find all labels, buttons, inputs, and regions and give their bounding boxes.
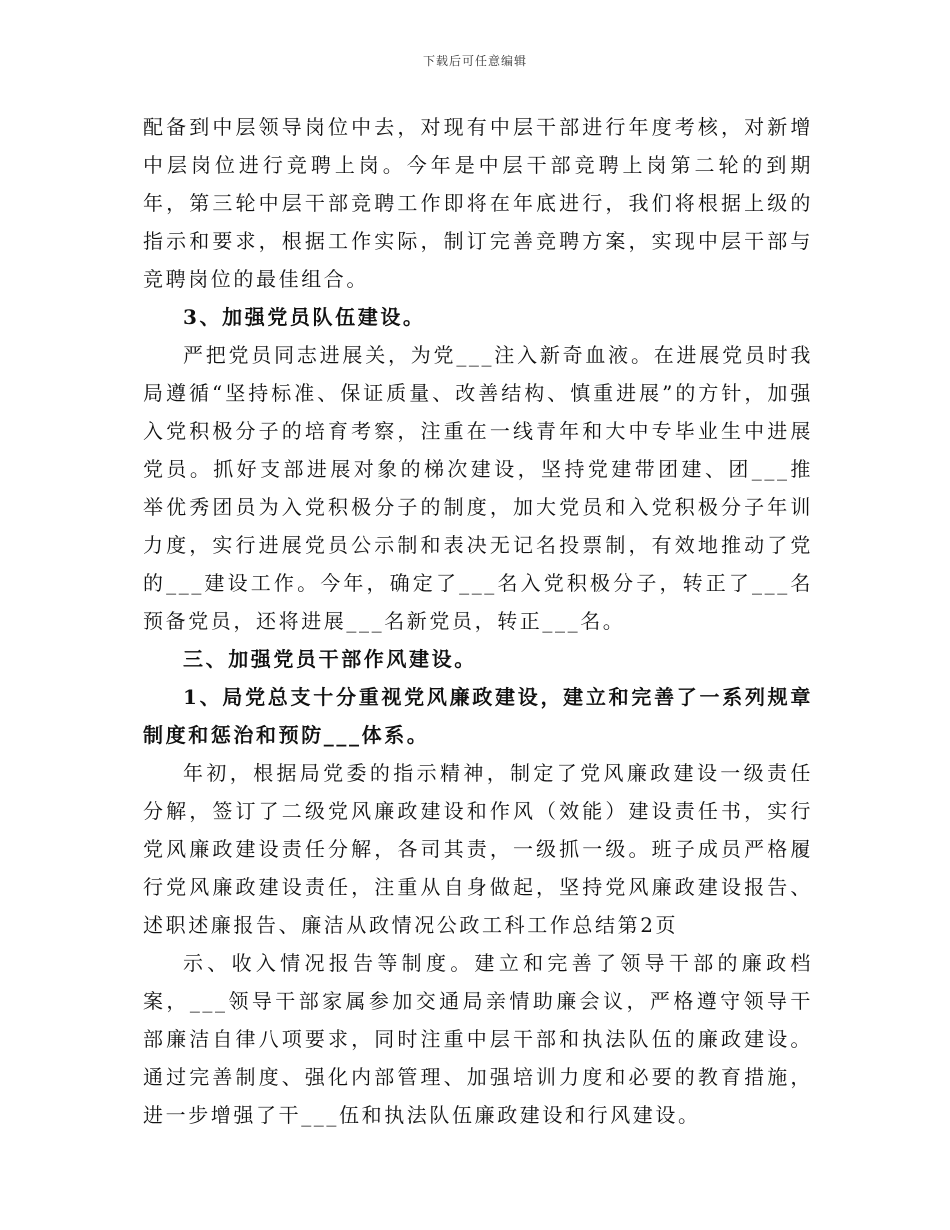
section-heading-work-style: 三、加强党员干部作风建设。 <box>183 647 477 671</box>
paragraph-integrity-files: 示、收入情况报告等制度。建立和完善了领导干部的廉政档案，___领导干部家属参加交通局亲情助廉会议，严格遵守领导干部廉洁自律八项要求，同时注重中层干部和执法队伍的廉政建设。通过完善制度、强化内部管理、加强培训力度和必要的教育措施，进一步增强了干___伍和执法队伍廉政建设和行风建设。 <box>143 951 813 1127</box>
paragraph-party-development: 严把党员同志进展关，为党___注入新奇血液。在进展党员时我局遵循“坚持标准、保证质量、改善结构、慎重进展”的方针，加强入党积极分子的培育考察，注重在一线青年和大中专毕业生中进展党员。抓好支部进展对象的梯次建设，坚持党建带团建、团___推举优秀团员为入党积极分子的制度，加大党员和入党积极分子年训力度，实行进展党员公示制和表决无记名投票制，有效地推动了党的___建设工作。今年，确定了___名入党积极分子，转正了___名预备党员，还将进展___名新党员，转正___名。 <box>143 343 813 633</box>
document-body <box>143 108 813 1134</box>
section-heading-party-team: 3、加强党员队伍建设。 <box>183 305 426 329</box>
paragraph-intro: 配备到中层领导岗位中去，对现有中层干部进行年度考核，对新增中层岗位进行竞聘上岗。今年是中层干部竞聘上岗第二轮的到期年，第三轮中层干部竞聘工作即将在年底进行，我们将根据上级的指示和要求，根据工作实际，制订完善竞聘方案，实现中层干部与竞聘岗位的最佳组合。 <box>143 115 813 291</box>
paragraph-responsibility: 年初，根据局党委的指示精神，制定了党风廉政建设一级责任分解，签订了二级党风廉政建设和作风（效能）建设责任书，实行党风廉政建设责任分解，各司其责，一级抓一级。班子成员严格履行党风廉政建设责任，注重从自身做起，坚持党风廉政建设报告、述职述廉报告、廉洁从政情况公政工科工作总结第2页 <box>143 761 813 937</box>
page-header: 下载后可任意编辑 <box>422 54 527 68</box>
section-heading-integrity: 1、局党总支十分重视党风廉政建设，建立和完善了一系列规章制度和惩治和预防___体系。 <box>143 685 813 747</box>
